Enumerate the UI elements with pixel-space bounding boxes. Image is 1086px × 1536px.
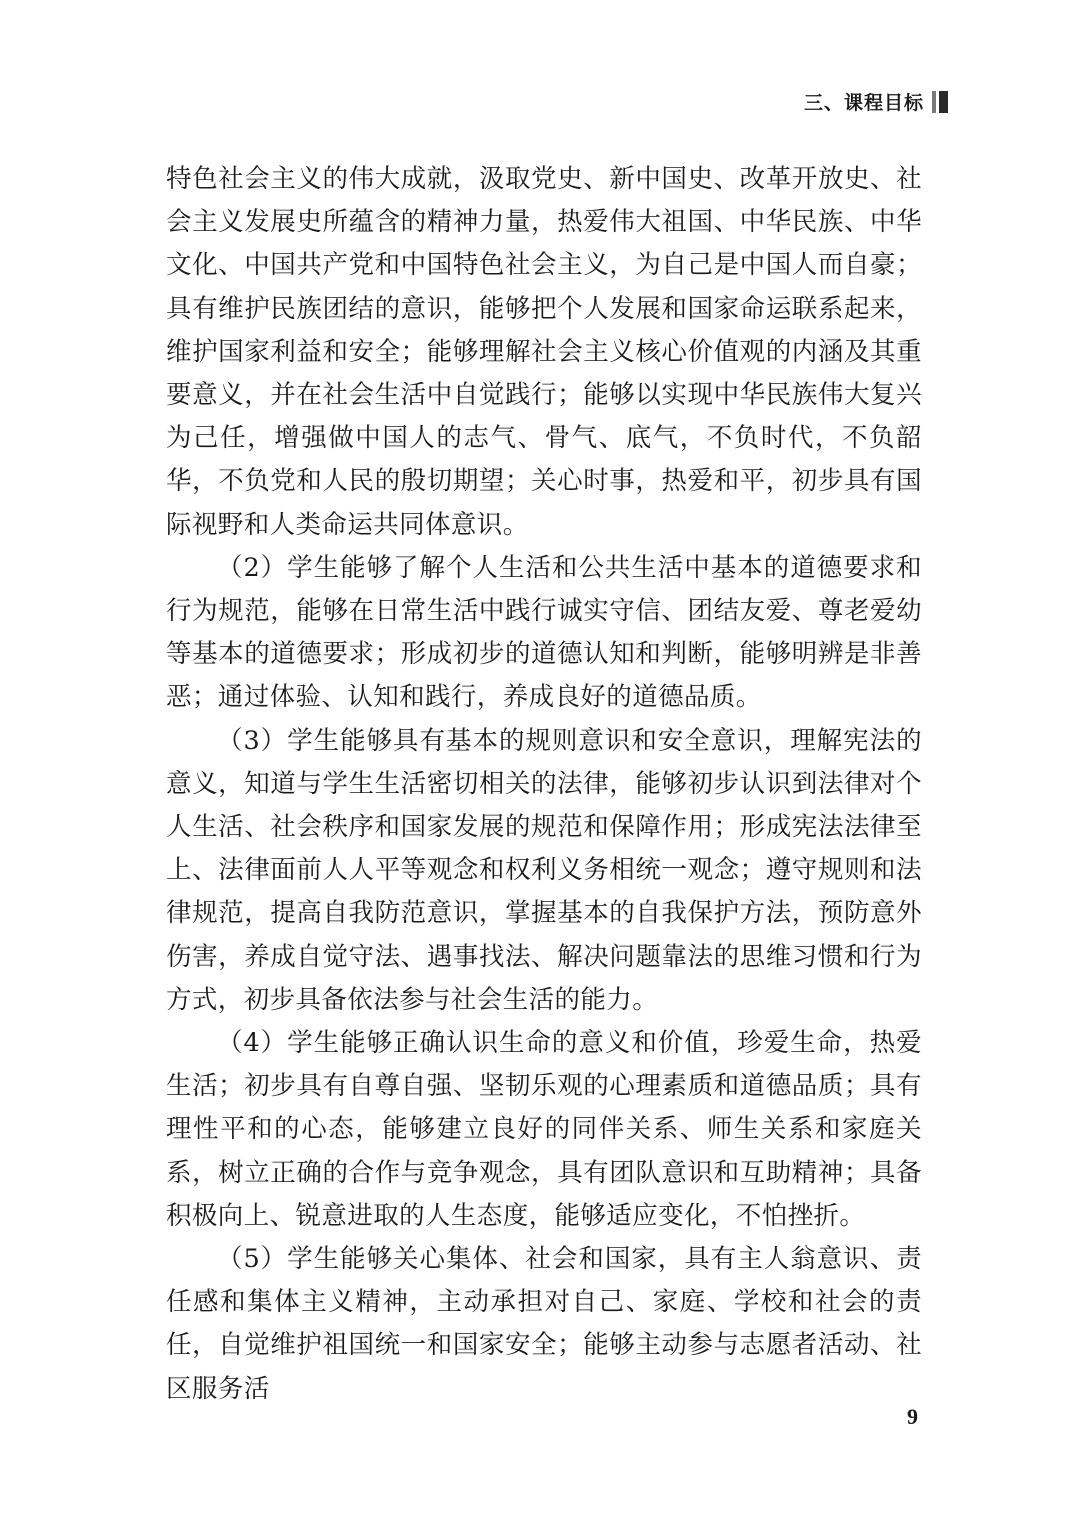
paragraph-continued: 特色社会主义的伟大成就，汲取党史、新中国史、改革开放史、社会主义发展史所蕴含的精神力量，热爱伟大祖国、中华民族、中华文化、中国共产党和中国特色社会主义，为自己是中国人而自豪；具有维护民族团结的意识，能够把个人发展和国家命运联系起来，维护国家利益和安全；能够理解社会主义核心价值观的内涵及其重要意义，并在社会生活中自觉践行；能够以实现中华民族伟大复兴为己任，增强做中国人的志气、骨气、底气，不负时代，不负韶华，不负党和人民的殷切期望；关心时事，热爱和平，初步具有国际视野和人类命运共同体意识。 (166, 164, 922, 540)
paragraph-item-3: （3）学生能够具有基本的规则意识和安全意识，理解宪法的意义，知道与学生生活密切相关的法律，能够初步认识到法律对个人生活、社会秩序和国家发展的规范和保障作用；形成宪法法律至上、法律面前人人平等观念和权利义务相统一观念；遵守规则和法律规范，提高自我防范意识，掌握基本的自我保护方法，预防意外伤害，养成自觉守法、遇事找法、解决问题靠法的思维习惯和行为方式，初步具备依法参与社会生活的能力。 (166, 725, 922, 1015)
section-title: 三、课程目标 (803, 92, 924, 114)
paragraph-item-5: （5）学生能够关心集体、社会和国家，具有主人翁意识、责任感和集体主义精神，主动承担对自己、家庭、学校和社会的责任，自觉维护祖国统一和国家安全；能够主动参与志愿者活动、社区服务活 (166, 1244, 922, 1404)
header-bar-thin (932, 91, 936, 113)
running-header (804, 88, 948, 115)
header-bar-thick (939, 91, 948, 113)
header-bars-decoration (932, 91, 948, 113)
page-number: 9 (907, 1404, 918, 1429)
paragraph-item-2: （2）学生能够了解个人生活和公共生活中基本的道德要求和行为规范，能够在日常生活中践行诚实守信、团结友爱、尊老爱幼等基本的道德要求；形成初步的道德认知和判断，能够明辨是非善恶；通过体验、认知和践行，养成良好的道德品质。 (166, 552, 922, 713)
body-text (166, 158, 922, 1411)
paragraph-item-4: （4）学生能够正确认识生命的意义和价值，珍爱生命，热爱生活；初步具有自尊自强、坚韧乐观的心理素质和道德品质；具有理性平和的心态，能够建立良好的同伴关系、师生关系和家庭关系，树立正确的合作与竞争观念，具有团队意识和互助精神；具备积极向上、锐意进取的人生态度，能够适应变化，不怕挫折。 (166, 1028, 922, 1231)
